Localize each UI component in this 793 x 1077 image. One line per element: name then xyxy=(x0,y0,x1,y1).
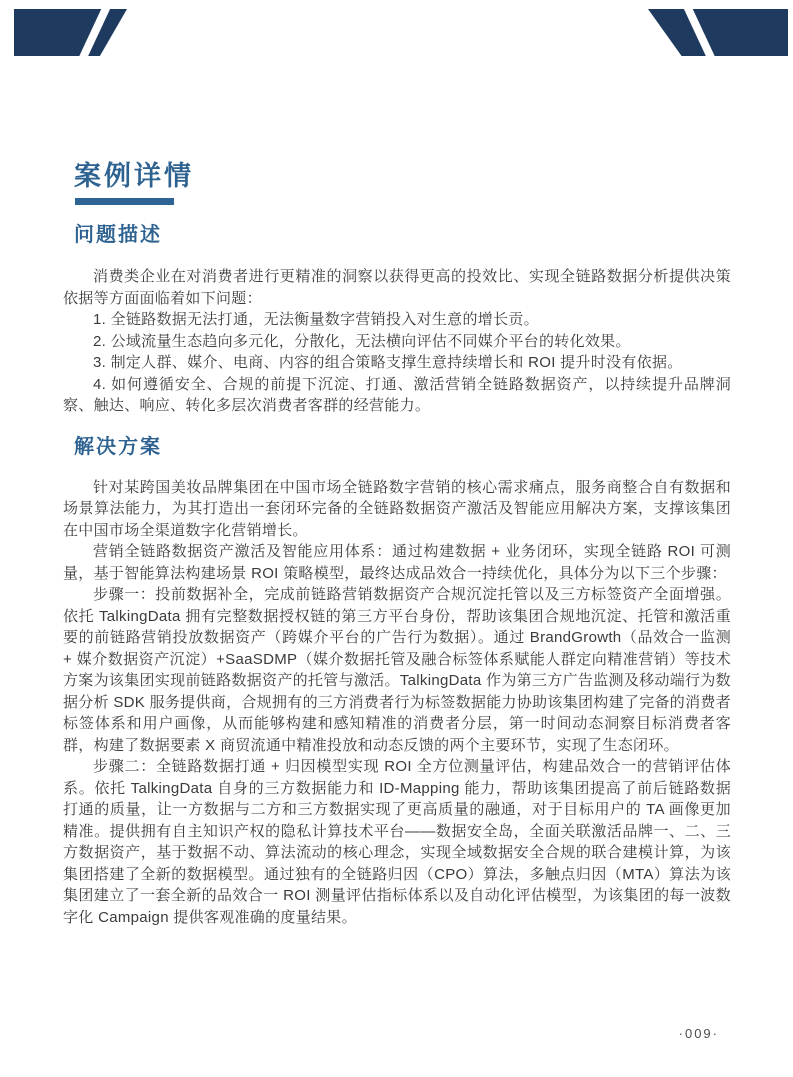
corner-ribbon-right-icon xyxy=(648,9,788,56)
section-problem xyxy=(0,225,793,417)
paragraph-solution-2: 营销全链路数据资产激活及智能应用体系：通过构建数据 + 业务闭环，实现全链路 ROI 可测量，基于智能算法构建场景 ROI 策略模型，最终达成品效合一持续优化，具体分为以下三个步骤： xyxy=(63,543,731,582)
page-title: 案例详情 xyxy=(74,161,194,191)
list-item-4: 4. 如何遵循安全、合规的前提下沉淀、打通、激活营销全链路数据资产，以持续提升品牌洞察、触达、响应、转化多层次消费者客群的经营能力。 xyxy=(63,375,731,414)
paragraph-solution-1: 针对某跨国美妆品牌集团在中国市场全链路数字营销的核心需求痛点，服务商整合自有数据和场景算法能力，为其打造出一套闭环完备的全链路数据资产激活及智能应用解决方案，支撑该集团在中国市场全渠道数字化营销增长。 xyxy=(63,478,731,539)
paragraph-problem-intro: 消费类企业在对消费者进行更精准的洞察以获得更高的投效比、实现全链路数据分析提供决策依据等方面面临着如下问题： xyxy=(63,268,731,307)
title-accent-bar xyxy=(75,198,174,205)
list-item-2: 2. 公域流量生态趋向多元化，分散化，无法横向评估不同媒介平台的转化效果。 xyxy=(93,332,631,350)
section-heading-problem: 问题描述 xyxy=(74,224,162,246)
paragraph-solution-step1: 步骤一：投前数据补全，完成前链路营销数据资产合规沉淀托管以及三方标签资产全面增强。依托 TalkingData 拥有完整数据授权链的第三方平台身份，帮助该集团合规地沉淀、托管和激活重要的前链路营销投放数据资产（跨媒介平台的广告行为数据）。通过 BrandGrowth（品效合一监测 + 媒介数据资产沉淀）+SaaSDMP（媒介数据托管及融合标签体系赋能人群定向精准营销）等技术方案为该集团实现前链路数据资产的托管与激活。TalkingData 作为第三方广告监测及移动端行为数据分析 SDK 服务提供商，合规拥有的三方消费者行为标签数据能力协助该集团构建了完备的消费者标签体系和用户画像，从而能够构建和感知精准的消费者分层，第一时间动态洞察目标消费者客群，构建了数据要素 X 商贸流通中精准投放和动态反馈的两个主要环节，实现了生态闭环。 xyxy=(63,586,731,754)
page-number: ·009· xyxy=(678,1026,719,1041)
section-heading-solution: 解决方案 xyxy=(74,435,162,458)
section-solution xyxy=(0,437,793,929)
list-item-3: 3. 制定人群、媒介、电商、内容的组合策略支撑生意持续增长和 ROI 提升时没有依据。 xyxy=(93,354,683,371)
ribbon-slit xyxy=(77,3,111,64)
ribbon-slit xyxy=(683,3,717,64)
corner-ribbon-left-icon xyxy=(14,9,127,56)
paragraph-solution-step2: 步骤二：全链路数据打通 + 归因模型实现 ROI 全方位测量评估，构建品效合一的营销评估体系。依托 TalkingData 自身的三方数据能力和 ID-Mapping 能力，帮助该集团提高了前后链路数据打通的质量，让一方数据与二方和三方数据实现了更高质量的融通，对于目标用户的 TA 画像更加精准。提供拥有自主知识产权的隐私计算技术平台——数据安全岛，全面关联激活品牌一、二、三方数据资产，基于数据不动、算法流动的核心理念，实现全域数据安全合规的联合建模计算，为该集团搭建了全新的数据模型。通过独有的全链路归因（CPO）算法，多触点归因（MTA）算法为该集团建立了一套全新的品效合一 ROI 测量评估指标体系以及自动化评估模型，为该集团的每一波数字化 Campaign 提供客观准确的度量结果。 xyxy=(63,758,731,926)
list-item-1: 1. 全链路数据无法打通，无法衡量数字营销投入对生意的增长贡。 xyxy=(93,311,539,328)
